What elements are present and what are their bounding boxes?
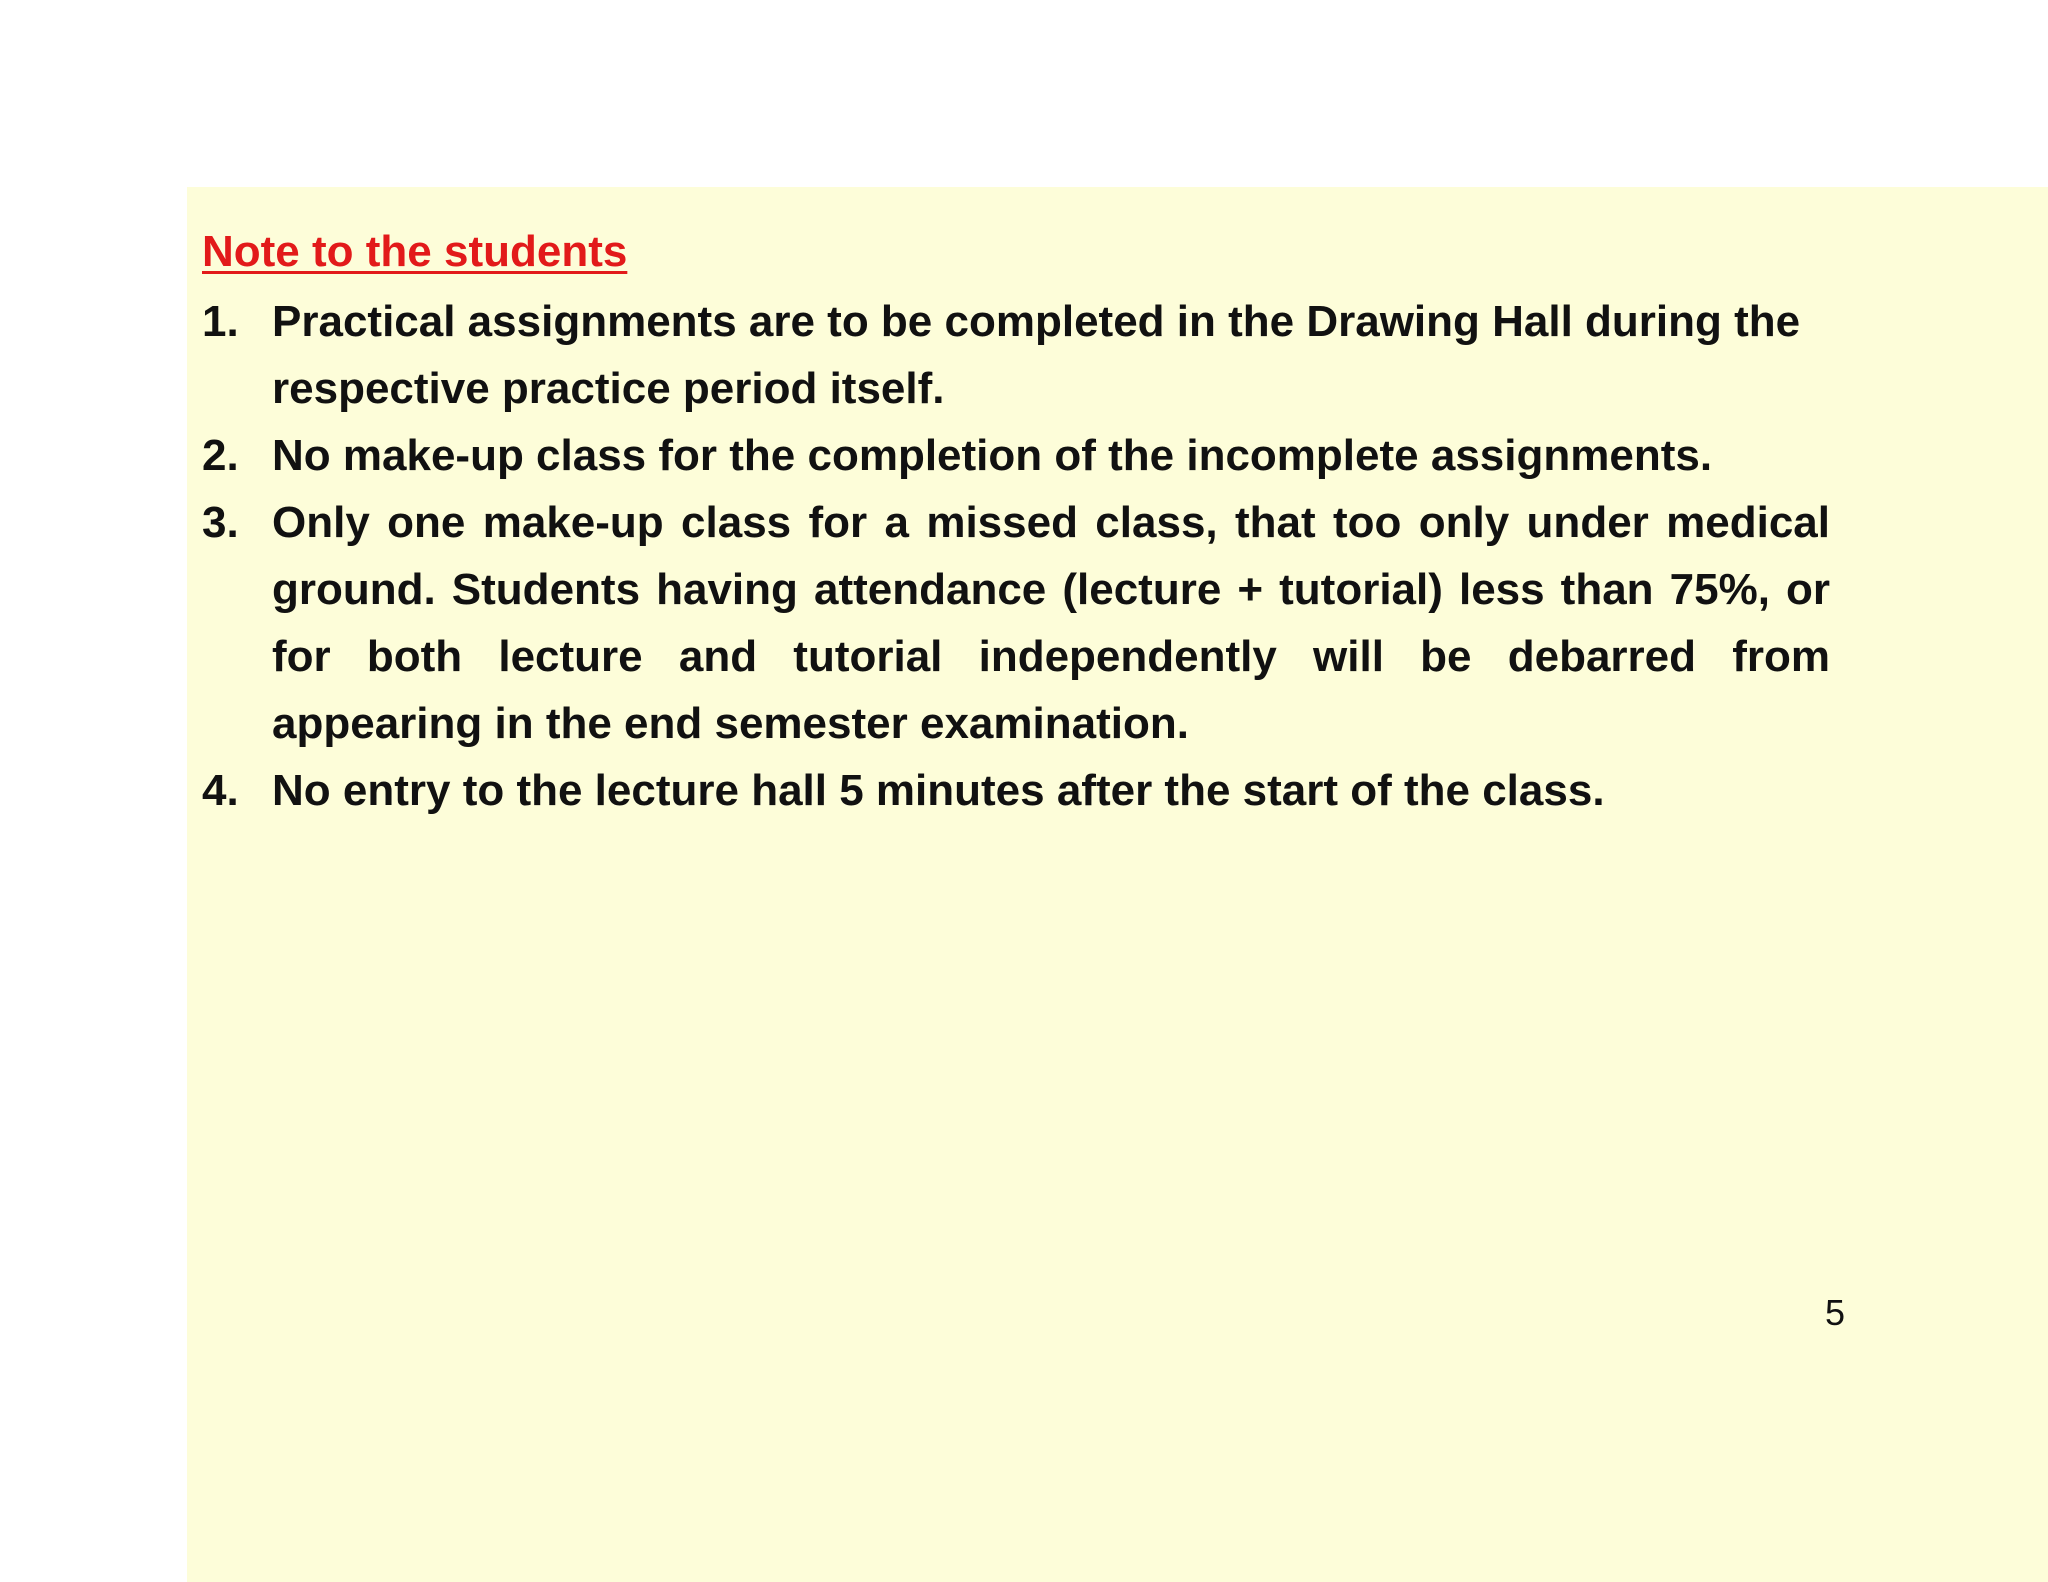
note-number: 1. <box>202 297 239 346</box>
notes-list <box>202 288 1830 824</box>
page-number: 5 <box>1824 1292 1846 1333</box>
note-text: Only one make-up class for a missed class, that too only under medical ground. Students having attendance (lecture + tutorial) less than 75%, or for both lecture and tutorial independently will be debarred from appearing in the end semester examination. <box>272 498 1830 748</box>
note-item-3 <box>202 489 1830 757</box>
note-item-1 <box>202 288 1830 422</box>
note-number: 3. <box>202 498 239 547</box>
note-number: 4. <box>202 766 239 815</box>
note-text: Practical assignments are to be completed in the Drawing Hall during the respective practice period itself. <box>272 297 1801 413</box>
notes-heading: Note to the students <box>202 227 628 276</box>
note-text: No make-up class for the completion of the incomplete assignments. <box>272 431 1713 480</box>
note-number: 2. <box>202 431 239 480</box>
note-item-4 <box>202 757 1830 824</box>
note-text: No entry to the lecture hall 5 minutes after the start of the class. <box>272 766 1605 815</box>
note-item-2 <box>202 422 1830 489</box>
